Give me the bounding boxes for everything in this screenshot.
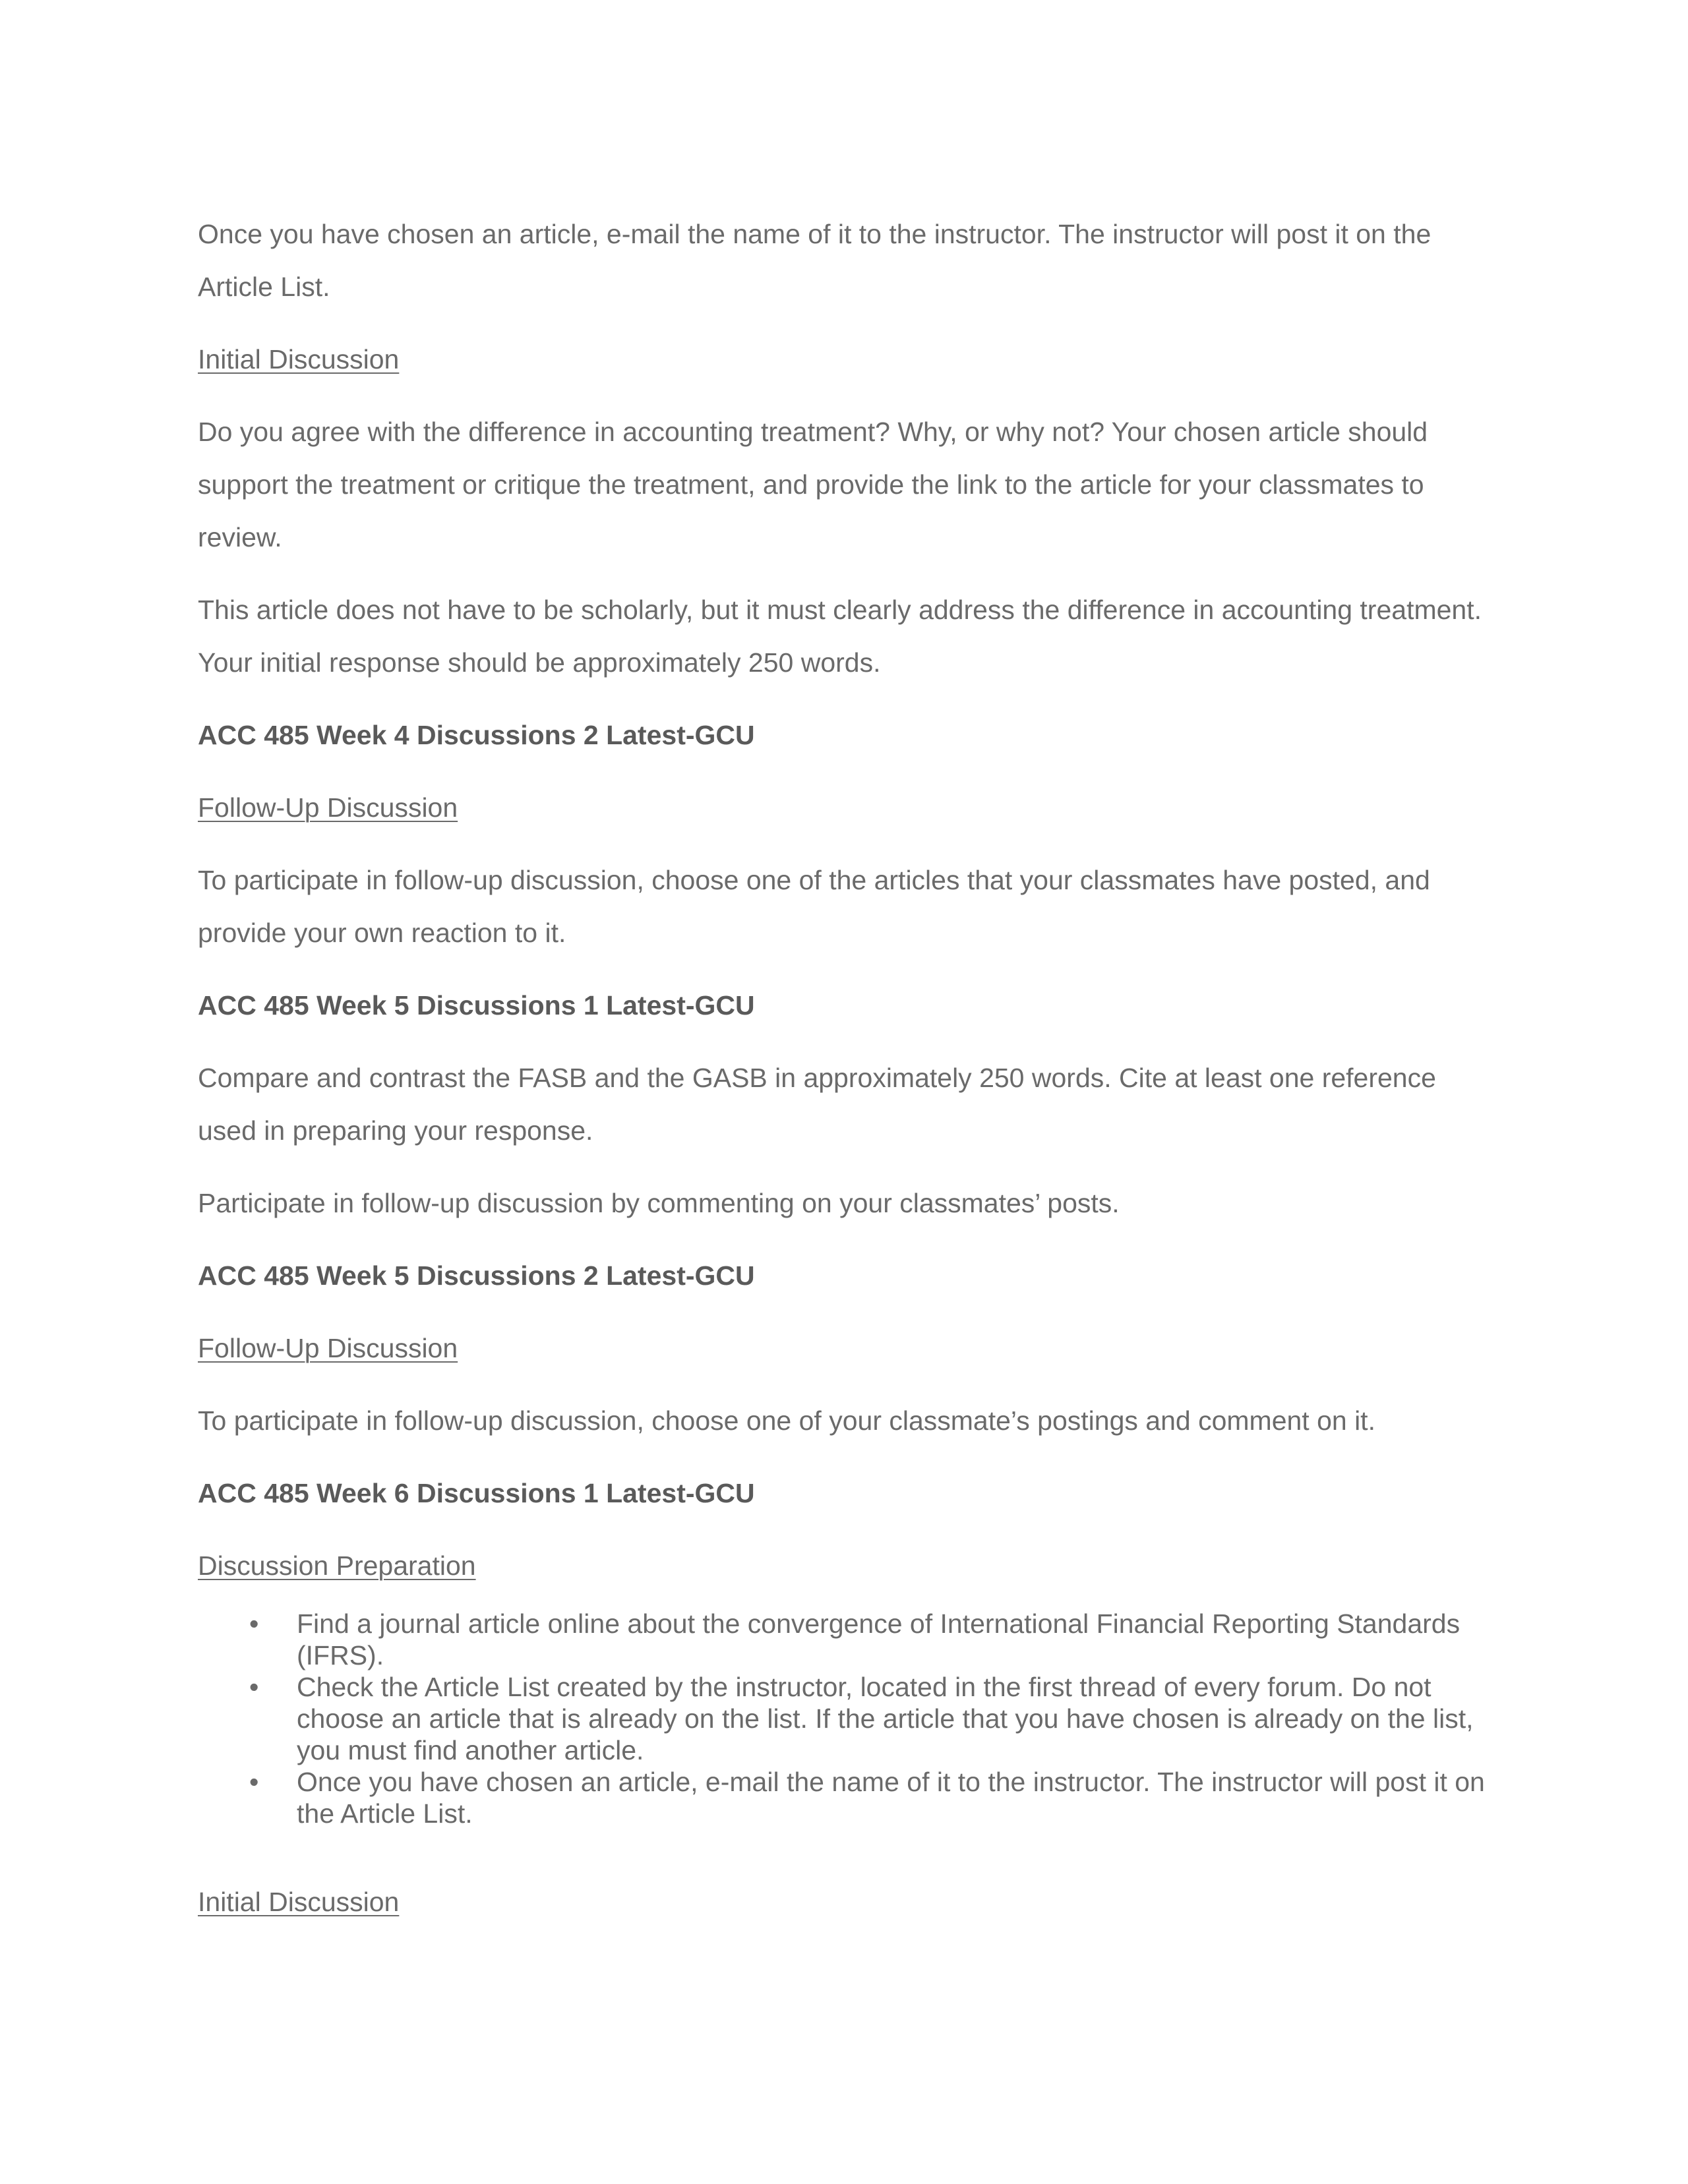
paragraph-article-email: Once you have chosen an article, e-mail the name of it to the instructor. The instructor will post it on the Article List.: [198, 219, 1432, 302]
bullet-icon: •: [249, 1767, 259, 1797]
list-item: [198, 1608, 1490, 1671]
list-item-text: Once you have chosen an article, e-mail the name of it to the instructor. The instructor will post it on the Article List.: [297, 1767, 1485, 1829]
paragraph-agree-difference: Do you agree with the difference in accounting treatment? Why, or why not? Your chosen article should support the treatment or critique the treatment, and provide the link to the article for your classmates to review.: [198, 417, 1428, 552]
subheading-initial-discussion: Initial Discussion: [198, 1887, 400, 1917]
paragraph-follow-up-postings: To participate in follow-up discussion, choose one of your classmate’s postings and comment on it.: [198, 1405, 1375, 1436]
subheading-follow-up-discussion: Follow-Up Discussion: [198, 792, 458, 823]
document-page: [198, 208, 1490, 1948]
heading-week5-discussion2: ACC 485 Week 5 Discussions 2 Latest-GCU: [198, 1260, 755, 1291]
paragraph-scholarly: This article does not have to be scholarly, but it must clearly address the difference in accounting treatment. Your initial response should be approximately 250 words.: [198, 595, 1482, 678]
heading-week5-discussion1: ACC 485 Week 5 Discussions 1 Latest-GCU: [198, 990, 755, 1020]
subheading-follow-up-discussion: Follow-Up Discussion: [198, 1333, 458, 1363]
list-item: [198, 1766, 1490, 1829]
list-item-text: Check the Article List created by the instructor, located in the first thread of every forum. Do not choose an article that is already on the list. If the article that you have chosen is already on the list, you must find another article.: [297, 1672, 1474, 1765]
heading-week4-discussion2: ACC 485 Week 4 Discussions 2 Latest-GCU: [198, 720, 755, 750]
list-item: [198, 1671, 1490, 1766]
paragraph-follow-up-articles: To participate in follow-up discussion, choose one of the articles that your classmates have posted, and provide your own reaction to it.: [198, 865, 1430, 948]
bullet-icon: •: [249, 1672, 259, 1702]
paragraph-fasb-gasb: Compare and contrast the FASB and the GASB in approximately 250 words. Cite at least one reference used in preparing your response.: [198, 1063, 1436, 1146]
subheading-discussion-preparation: Discussion Preparation: [198, 1550, 476, 1581]
bullet-icon: •: [249, 1608, 259, 1639]
paragraph-participate-comment: Participate in follow-up discussion by commenting on your classmates’ posts.: [198, 1188, 1120, 1218]
preparation-bullet-list: [198, 1608, 1490, 1829]
subheading-initial-discussion: Initial Discussion: [198, 344, 400, 374]
list-item-text: Find a journal article online about the convergence of International Financial Reporting Standards (IFRS).: [297, 1608, 1461, 1670]
heading-week6-discussion1: ACC 485 Week 6 Discussions 1 Latest-GCU: [198, 1478, 755, 1508]
